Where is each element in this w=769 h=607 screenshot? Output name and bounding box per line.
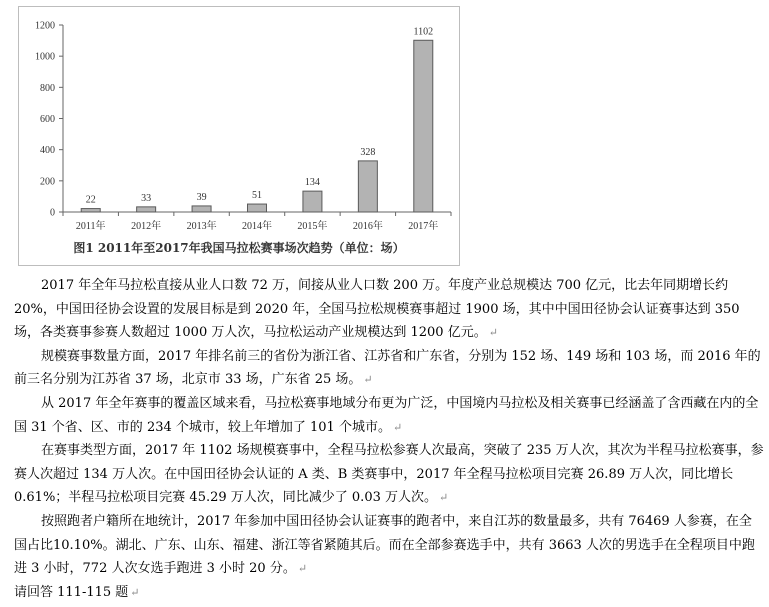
paragraph-2: 规模赛事数量方面，2017 年排名前三的省份为浙江省、江苏省和广东省，分别为 152 场、149 场和 103 场，而 2016 年的前三名分别为江苏省 37 场，北京市 33 场，广东省 25 场。 ↵: [14, 348, 761, 388]
paragraph-mark: ↵: [488, 326, 498, 340]
y-tick-label: 1200: [35, 20, 55, 32]
y-tick-label: 1000: [35, 51, 55, 63]
paragraph-5: 按照跑者户籍所在地统计，2017 年参加中国田径协会认证赛事的跑者中，来自江苏的数量最多，共有 76469 人参赛，在全国占比10.10%。湖北、广东、山东、福建、浙江等省紧随其后。而在全部参赛选手中，共有 3663 人次的男选手在全程项目中跑进 3 小时，772 人次女选手跑进 3 小时 20 分。 ↵: [14, 513, 755, 577]
y-tick-label: 0: [50, 207, 55, 219]
x-tick-label: 2014年: [242, 221, 272, 232]
paragraph-mark: ↵: [439, 491, 449, 505]
data-label: 328: [360, 146, 376, 158]
bar: [81, 209, 100, 212]
y-tick-label: 200: [40, 176, 55, 188]
paragraph-1: 2017 年全年马拉松直接从业人口数 72 万，间接从业人口数 200 万。年度产业总规模达 700 亿元，比去年同期增长约20%，中国田径协会设置的发展目标是到 2020 年，全国马拉松规模赛事超过 1900 场，其中中国田径协会认证赛事达到 350 场，各类赛事参赛人数超过 1000 万人次，马拉松运动产业规模达到 1200 亿元。 ↵: [14, 278, 740, 341]
data-label: 22: [85, 194, 96, 206]
bar-chart: [19, 7, 459, 237]
bar: [248, 204, 267, 212]
data-label: 33: [141, 192, 152, 204]
y-tick-label: 800: [40, 82, 55, 94]
x-tick-label: 2011年: [75, 221, 106, 232]
bar: [414, 40, 433, 212]
x-tick-label: 2012年: [131, 221, 162, 232]
paragraph-mark: ↵: [130, 585, 140, 599]
bar: [137, 207, 156, 212]
x-tick-label: 2016年: [352, 221, 383, 232]
paragraph-mark: ↵: [363, 373, 373, 387]
paragraph-mark: ↵: [297, 562, 308, 576]
data-label: 39: [196, 191, 207, 203]
paragraph-4: 在赛事类型方面，2017 年 1102 场规模赛事中，全程马拉松参赛人次最高，突破了 235 万人次，其次为半程马拉松赛事，参赛人次超过 134 万人次。在中国田径协会认证的 A 类、B 类赛事中，2017 年全程马拉松项目完赛 26.89 万人次，同比增长0.61%；半程马拉松项目完赛 45.29 万人次，同比减少了 0.03 万人次。 ↵: [14, 443, 764, 506]
paragraph-mark: ↵: [392, 420, 403, 434]
bar: [303, 191, 322, 212]
data-label: 1102: [413, 26, 434, 38]
chart-figure: [18, 6, 460, 266]
y-tick-label: 400: [40, 145, 55, 157]
x-tick-label: 2015年: [297, 221, 328, 232]
article-text: [14, 274, 764, 604]
x-tick-label: 2013年: [186, 221, 217, 232]
y-tick-label: 600: [40, 114, 55, 125]
data-label: 51: [252, 190, 262, 202]
data-label: 134: [304, 177, 320, 189]
x-tick-label: 2017年: [408, 221, 439, 232]
bar: [358, 161, 377, 212]
chart-caption: 图1 2011年至2017年我国马拉松赛事场次趋势（单位：场）: [73, 241, 405, 255]
question-prompt: 请回答 111-115 题 ↵: [14, 584, 140, 600]
paragraph-3: 从 2017 年全年赛事的覆盖区域来看，马拉松赛事地域分布更为广泛，中国境内马拉松及相关赛事已经涵盖了含西藏在内的全国 31 个省、区、市的 234 个城市，较上年增加了 101 个城市。 ↵: [14, 395, 759, 435]
bar: [192, 206, 211, 212]
